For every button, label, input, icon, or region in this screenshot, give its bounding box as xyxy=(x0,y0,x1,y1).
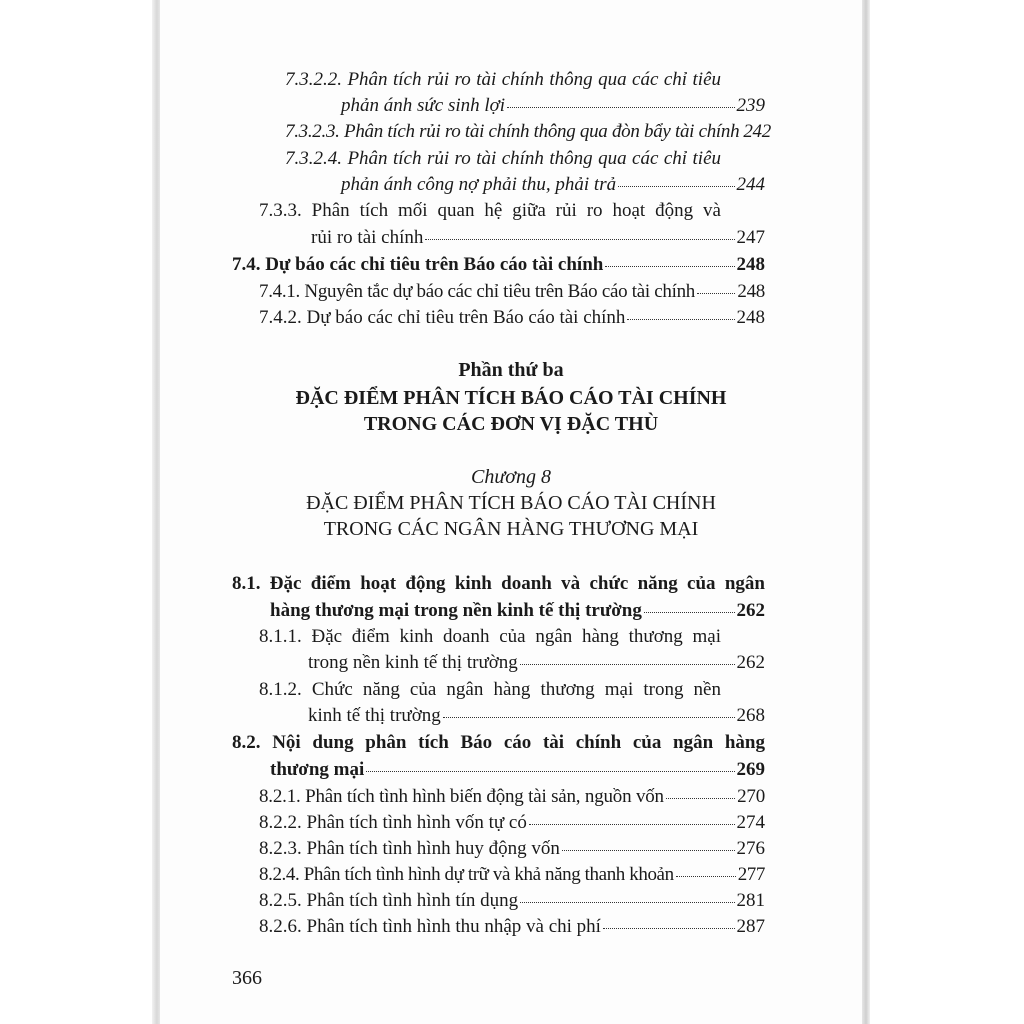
toc-entry-8-2-line2[interactable]: thương mại 269 xyxy=(270,757,765,783)
toc-entry-7-4-2[interactable]: 7.4.2. Dự báo các chỉ tiêu trên Báo cáo tài chính 248 xyxy=(259,305,765,331)
toc-page-number: 287 xyxy=(736,916,765,937)
toc-page-number: 242 xyxy=(743,121,771,142)
toc-page-number: 262 xyxy=(736,652,765,673)
toc-entry-8-1-line1: 8.1. Đặc điểm hoạt động kinh doanh và chức năng của ngân xyxy=(232,573,765,594)
chapter-title-line2: TRONG CÁC NGÂN HÀNG THƯƠNG MẠI xyxy=(323,518,699,540)
toc-entry-8-1-1-line1: 8.1.1. Đặc điểm kinh doanh của ngân hàng thương mại xyxy=(259,626,721,647)
toc-page-number: 239 xyxy=(736,95,765,116)
toc-entry-8-2-2[interactable]: 8.2.2. Phân tích tình hình vốn tự có 274 xyxy=(259,810,765,836)
toc-page-number: 248 xyxy=(736,254,765,275)
toc-entry-8-1-1-line2[interactable]: trong nền kinh tế thị trường 262 xyxy=(308,650,765,676)
toc-entry-8-2-4[interactable]: 8.2.4. Phân tích tình hình dự trữ và khả năng thanh khoản 277 xyxy=(259,862,765,888)
toc-page-number: 262 xyxy=(736,600,765,621)
toc-entry-7-3-2-4-line2[interactable]: phản ánh công nợ phải thu, phải trả 244 xyxy=(341,172,765,198)
toc-page-number: 248 xyxy=(736,307,765,328)
toc-entry-8-2-6[interactable]: 8.2.6. Phân tích tình hình thu nhập và chi phí 287 xyxy=(259,914,765,940)
chapter-title-line1: ĐẶC ĐIỂM PHÂN TÍCH BÁO CÁO TÀI CHÍNH xyxy=(306,492,716,514)
toc-entry-7-3-2-2-line2[interactable]: phản ánh sức sinh lợi 239 xyxy=(341,93,765,119)
part-label: Phần thứ ba xyxy=(458,359,564,381)
page-number: 366 xyxy=(232,967,262,989)
toc-entry-7-3-2-4-line1: 7.3.2.4. Phân tích rủi ro tài chính thông qua các chỉ tiêu xyxy=(285,148,721,169)
toc-entry-8-1-2-line1: 8.1.2. Chức năng của ngân hàng thương mại trong nền xyxy=(259,679,721,700)
toc-entry-7-3-3-line1: 7.3.3. Phân tích mối quan hệ giữa rủi ro hoạt động và xyxy=(259,200,721,221)
chapter-label: Chương 8 xyxy=(471,466,551,488)
toc-page-number: 247 xyxy=(736,227,765,248)
book-spine-shadow xyxy=(152,0,160,1024)
toc-entry-7-3-2-3[interactable]: 7.3.2.3. Phân tích rủi ro tài chính thông qua đòn bẩy tài chính 242 xyxy=(285,119,765,145)
toc-entry-7-3-3-line2[interactable]: rủi ro tài chính 247 xyxy=(311,225,765,251)
toc-entry-8-1-2-line2[interactable]: kinh tế thị trường 268 xyxy=(308,703,765,729)
toc-entry-7-4[interactable]: 7.4. Dự báo các chỉ tiêu trên Báo cáo tài chính 248 xyxy=(232,252,765,278)
toc-entry-8-2-line1: 8.2. Nội dung phân tích Báo cáo tài chính của ngân hàng xyxy=(232,732,765,753)
toc-entry-8-1-line2[interactable]: hàng thương mại trong nền kinh tế thị trường 262 xyxy=(270,598,765,624)
toc-page-number: 276 xyxy=(736,838,765,859)
toc-page-number: 281 xyxy=(736,890,765,911)
toc-page-number: 270 xyxy=(737,786,765,807)
part-title-line2: TRONG CÁC ĐƠN VỊ ĐẶC THÙ xyxy=(363,413,659,435)
toc-page-number: 244 xyxy=(736,174,765,195)
toc-entry-8-2-1[interactable]: 8.2.1. Phân tích tình hình biến động tài sản, nguồn vốn 270 xyxy=(259,784,765,810)
toc-entry-8-2-3[interactable]: 8.2.3. Phân tích tình hình huy động vốn 276 xyxy=(259,836,765,862)
part-title-line1: ĐẶC ĐIỂM PHÂN TÍCH BÁO CÁO TÀI CHÍNH xyxy=(295,387,727,409)
toc-page-number: 248 xyxy=(737,281,765,302)
toc-page-number: 269 xyxy=(736,759,765,780)
toc-page-number: 274 xyxy=(736,812,765,833)
toc-page-number: 268 xyxy=(736,705,765,726)
toc-page-number: 277 xyxy=(737,864,765,885)
toc-entry-8-2-5[interactable]: 8.2.5. Phân tích tình hình tín dụng 281 xyxy=(259,888,765,914)
page-edge-shadow xyxy=(862,0,870,1024)
toc-entry-7-3-2-2-line1: 7.3.2.2. Phân tích rủi ro tài chính thông qua các chỉ tiêu xyxy=(285,69,721,90)
toc-entry-7-4-1[interactable]: 7.4.1. Nguyên tắc dự báo các chỉ tiêu trên Báo cáo tài chính 248 xyxy=(259,279,765,305)
